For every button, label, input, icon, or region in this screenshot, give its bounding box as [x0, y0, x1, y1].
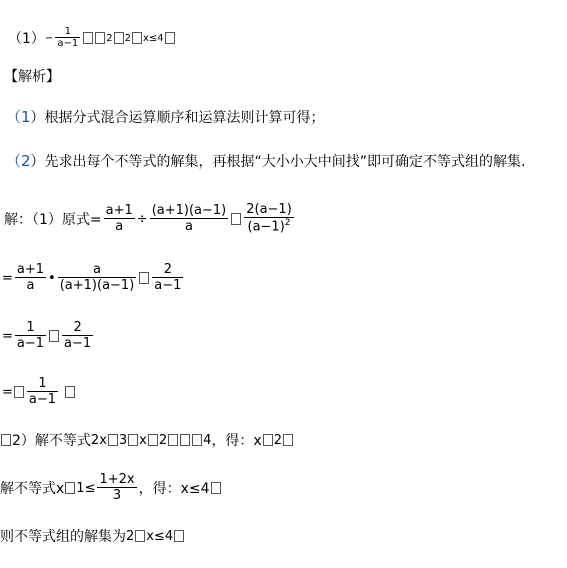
- s2-frac-3: [152, 263, 183, 294]
- s4-frac-den: a−1: [28, 391, 57, 407]
- s1-frac-3-den: (a−1): [247, 219, 285, 235]
- part3-line: [0, 468, 222, 508]
- analysis-header: [4, 66, 60, 86]
- p2-val: 2: [273, 432, 283, 448]
- s2-dot: •: [48, 270, 56, 286]
- s2-frac-1-num: a+1: [16, 261, 45, 277]
- item2-text: 先求出每个不等式的解集，再根据“大小小大中间找”即可确定不等式组的解集.: [44, 153, 526, 170]
- p2-inequality: 2x 3 x 2 4: [90, 432, 212, 448]
- s2-frac-1: [15, 263, 46, 294]
- s1-frac-3-sup: 2: [284, 218, 291, 229]
- s3-frac-2: [62, 321, 93, 352]
- solution-intro: 解：（1）原式=: [4, 212, 102, 228]
- s1-frac-2: [150, 204, 229, 235]
- p3-frac-den: 3: [112, 487, 122, 503]
- analysis-header-text: 【解析】: [4, 69, 60, 85]
- final-text: 则不等式组的解集为: [0, 529, 126, 545]
- s2-eq: =: [2, 270, 13, 286]
- p2-start: 2）解不等式: [12, 433, 91, 449]
- analysis-item-2: [6, 150, 526, 171]
- answer-prefix: （1）: [8, 31, 45, 47]
- item2-close: ）: [30, 153, 45, 170]
- s2-frac-2-den: (a+1)(a−1): [59, 277, 135, 293]
- item1-close: ）: [30, 109, 45, 126]
- s1-frac-3-num: 2(a−1): [246, 201, 292, 217]
- p2-get: ，得：x: [211, 433, 262, 449]
- s3-frac-1: [15, 321, 46, 352]
- s3-frac-2-den: a−1: [64, 335, 92, 351]
- p3-mid: 1≤: [76, 480, 96, 496]
- s3-frac-1-num: 1: [26, 319, 35, 335]
- s1-frac-3: [244, 203, 294, 235]
- item1-number: （1: [6, 108, 31, 126]
- final-set: 2 x≤4: [126, 529, 185, 544]
- solution-step-4: [2, 372, 76, 412]
- p3-start: 解不等式x: [0, 481, 65, 497]
- solution-step-1: [4, 196, 296, 242]
- answer-frac-num: 1: [64, 26, 71, 37]
- s2-frac-1-den: a: [26, 277, 35, 293]
- p3-get: ，得：x≤4: [138, 481, 210, 497]
- answer-minus: −: [44, 32, 54, 44]
- answer-fraction: [55, 26, 80, 50]
- answer-tail: 2 2 x≤4: [82, 32, 175, 44]
- s1-frac-2-den: a: [184, 218, 193, 234]
- s1-div: ÷: [136, 211, 148, 227]
- s2-frac-2: [58, 263, 137, 294]
- item2-number: （2: [6, 152, 31, 170]
- solution-step-3: [2, 316, 95, 356]
- s3-eq: =: [2, 328, 13, 344]
- s4-eq: =: [2, 384, 13, 400]
- final-line: [0, 526, 185, 546]
- p3-frac-num: 1+2x: [99, 471, 135, 487]
- s1-frac-1: [104, 204, 135, 235]
- answer-frac-den: a−1: [57, 38, 79, 49]
- p3-frac: [97, 473, 136, 504]
- s2-frac-2-num: a: [93, 261, 101, 277]
- s4-frac: [27, 377, 58, 408]
- item1-text: 根据分式混合运算顺序和运算法则计算可得；: [44, 109, 325, 126]
- answer-line: [8, 26, 176, 50]
- solution-step-2: [2, 258, 185, 298]
- s1-frac-1-den: a: [115, 218, 124, 234]
- s1-frac-2-num: (a+1)(a−1): [151, 202, 227, 218]
- s4-frac-num: 1: [38, 375, 47, 391]
- analysis-item-1: [6, 106, 325, 127]
- s3-frac-2-num: 2: [73, 319, 82, 335]
- s1-frac-1-num: a+1: [105, 202, 133, 218]
- s2-frac-3-num: 2: [163, 261, 172, 277]
- s2-frac-3-den: a−1: [154, 277, 182, 293]
- part2-line: [0, 430, 294, 450]
- s3-frac-1-den: a−1: [16, 335, 45, 351]
